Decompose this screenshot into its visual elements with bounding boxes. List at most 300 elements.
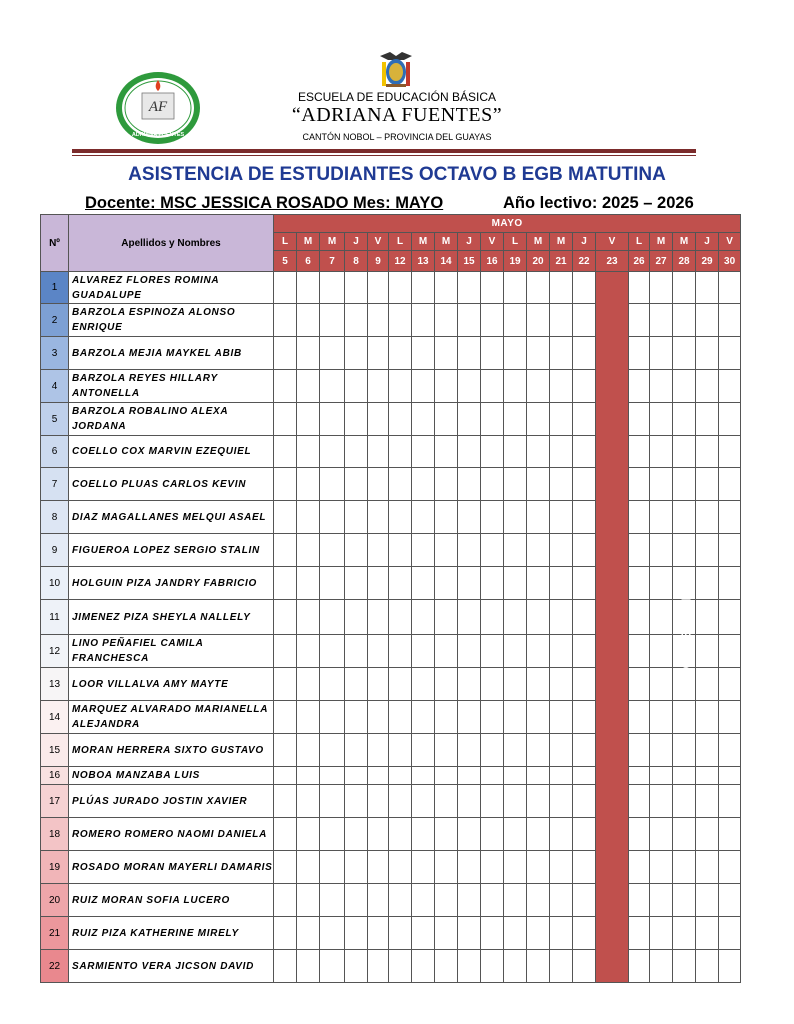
attendance-cell[interactable] xyxy=(550,436,573,468)
attendance-cell[interactable] xyxy=(458,370,481,403)
attendance-cell[interactable] xyxy=(573,272,596,304)
attendance-cell[interactable] xyxy=(435,917,458,950)
attendance-cell[interactable] xyxy=(481,851,504,884)
attendance-cell[interactable] xyxy=(719,851,741,884)
attendance-cell[interactable] xyxy=(696,668,719,701)
attendance-cell[interactable] xyxy=(481,501,504,534)
attendance-cell[interactable] xyxy=(550,600,573,635)
attendance-cell[interactable] xyxy=(719,468,741,501)
attendance-cell[interactable] xyxy=(629,917,650,950)
attendance-cell[interactable] xyxy=(297,272,320,304)
attendance-cell[interactable] xyxy=(629,950,650,983)
attendance-cell[interactable] xyxy=(345,767,368,785)
attendance-cell[interactable] xyxy=(550,534,573,567)
attendance-cell[interactable] xyxy=(719,767,741,785)
attendance-cell[interactable] xyxy=(412,818,435,851)
attendance-cell[interactable] xyxy=(274,501,297,534)
attendance-cell[interactable] xyxy=(458,468,481,501)
attendance-cell[interactable] xyxy=(696,701,719,734)
attendance-cell[interactable] xyxy=(297,534,320,567)
attendance-cell[interactable] xyxy=(550,818,573,851)
attendance-cell[interactable] xyxy=(527,403,550,436)
attendance-cell[interactable] xyxy=(345,534,368,567)
attendance-cell[interactable] xyxy=(719,734,741,767)
attendance-cell[interactable] xyxy=(527,851,550,884)
attendance-cell[interactable] xyxy=(719,436,741,468)
attendance-cell[interactable] xyxy=(573,337,596,370)
attendance-cell[interactable] xyxy=(696,785,719,818)
attendance-cell[interactable] xyxy=(481,337,504,370)
attendance-cell[interactable] xyxy=(504,600,527,635)
attendance-cell[interactable] xyxy=(481,468,504,501)
attendance-cell[interactable] xyxy=(274,818,297,851)
attendance-cell[interactable] xyxy=(345,403,368,436)
attendance-cell[interactable] xyxy=(368,272,389,304)
attendance-cell[interactable] xyxy=(435,818,458,851)
attendance-cell[interactable] xyxy=(320,501,345,534)
attendance-cell[interactable] xyxy=(345,272,368,304)
attendance-cell[interactable] xyxy=(368,304,389,337)
attendance-cell[interactable] xyxy=(389,370,412,403)
attendance-cell[interactable] xyxy=(696,734,719,767)
attendance-cell[interactable] xyxy=(527,436,550,468)
attendance-cell[interactable] xyxy=(435,785,458,818)
attendance-cell[interactable] xyxy=(481,917,504,950)
attendance-cell[interactable] xyxy=(650,468,673,501)
attendance-cell[interactable] xyxy=(650,567,673,600)
attendance-cell[interactable] xyxy=(629,304,650,337)
attendance-cell[interactable] xyxy=(320,851,345,884)
attendance-cell[interactable] xyxy=(389,600,412,635)
attendance-cell[interactable] xyxy=(573,767,596,785)
attendance-cell[interactable] xyxy=(527,668,550,701)
attendance-cell[interactable] xyxy=(345,818,368,851)
attendance-cell[interactable] xyxy=(481,600,504,635)
attendance-cell[interactable] xyxy=(719,884,741,917)
attendance-cell[interactable] xyxy=(719,635,741,668)
attendance-cell[interactable] xyxy=(345,701,368,734)
attendance-cell[interactable] xyxy=(274,403,297,436)
attendance-cell[interactable] xyxy=(527,501,550,534)
attendance-cell[interactable] xyxy=(297,851,320,884)
attendance-cell[interactable] xyxy=(274,767,297,785)
attendance-cell[interactable] xyxy=(550,785,573,818)
attendance-cell[interactable] xyxy=(274,436,297,468)
attendance-cell[interactable] xyxy=(297,403,320,436)
attendance-cell[interactable] xyxy=(527,337,550,370)
attendance-cell[interactable] xyxy=(435,304,458,337)
attendance-cell[interactable] xyxy=(550,851,573,884)
attendance-cell[interactable] xyxy=(650,950,673,983)
attendance-cell[interactable] xyxy=(629,668,650,701)
attendance-cell[interactable] xyxy=(274,851,297,884)
attendance-cell[interactable] xyxy=(297,734,320,767)
attendance-cell[interactable] xyxy=(320,734,345,767)
attendance-cell[interactable] xyxy=(527,635,550,668)
attendance-cell[interactable] xyxy=(412,767,435,785)
attendance-cell[interactable] xyxy=(274,635,297,668)
attendance-cell[interactable] xyxy=(550,337,573,370)
attendance-cell[interactable] xyxy=(368,436,389,468)
attendance-cell[interactable] xyxy=(345,600,368,635)
attendance-cell[interactable] xyxy=(389,501,412,534)
attendance-cell[interactable] xyxy=(719,785,741,818)
attendance-cell[interactable] xyxy=(504,534,527,567)
attendance-cell[interactable] xyxy=(458,767,481,785)
attendance-cell[interactable] xyxy=(345,668,368,701)
attendance-cell[interactable] xyxy=(573,600,596,635)
attendance-cell[interactable] xyxy=(650,668,673,701)
attendance-cell[interactable] xyxy=(435,884,458,917)
attendance-cell[interactable] xyxy=(297,884,320,917)
attendance-cell[interactable] xyxy=(629,701,650,734)
attendance-cell[interactable] xyxy=(389,884,412,917)
attendance-cell[interactable] xyxy=(320,917,345,950)
attendance-cell[interactable] xyxy=(573,635,596,668)
attendance-cell[interactable] xyxy=(297,950,320,983)
attendance-cell[interactable] xyxy=(481,785,504,818)
attendance-cell[interactable] xyxy=(719,403,741,436)
attendance-cell[interactable] xyxy=(550,701,573,734)
attendance-cell[interactable] xyxy=(368,917,389,950)
attendance-cell[interactable] xyxy=(696,304,719,337)
attendance-cell[interactable] xyxy=(412,272,435,304)
attendance-cell[interactable] xyxy=(650,635,673,668)
attendance-cell[interactable] xyxy=(673,501,696,534)
attendance-cell[interactable] xyxy=(458,785,481,818)
attendance-cell[interactable] xyxy=(504,567,527,600)
attendance-cell[interactable] xyxy=(389,785,412,818)
attendance-cell[interactable] xyxy=(345,337,368,370)
attendance-cell[interactable] xyxy=(345,436,368,468)
attendance-cell[interactable] xyxy=(320,403,345,436)
attendance-cell[interactable] xyxy=(368,370,389,403)
attendance-cell[interactable] xyxy=(412,635,435,668)
attendance-cell[interactable] xyxy=(650,501,673,534)
attendance-cell[interactable] xyxy=(297,304,320,337)
attendance-cell[interactable] xyxy=(629,818,650,851)
attendance-cell[interactable] xyxy=(504,851,527,884)
attendance-cell[interactable] xyxy=(629,785,650,818)
attendance-cell[interactable] xyxy=(297,436,320,468)
attendance-cell[interactable] xyxy=(297,370,320,403)
attendance-cell[interactable] xyxy=(368,785,389,818)
attendance-cell[interactable] xyxy=(320,884,345,917)
attendance-cell[interactable] xyxy=(435,950,458,983)
attendance-cell[interactable] xyxy=(389,734,412,767)
attendance-cell[interactable] xyxy=(389,767,412,785)
attendance-cell[interactable] xyxy=(696,370,719,403)
attendance-cell[interactable] xyxy=(320,272,345,304)
attendance-cell[interactable] xyxy=(719,337,741,370)
attendance-cell[interactable] xyxy=(345,635,368,668)
attendance-cell[interactable] xyxy=(573,567,596,600)
attendance-cell[interactable] xyxy=(504,917,527,950)
attendance-cell[interactable] xyxy=(458,818,481,851)
attendance-cell[interactable] xyxy=(629,884,650,917)
attendance-cell[interactable] xyxy=(389,635,412,668)
attendance-cell[interactable] xyxy=(320,534,345,567)
attendance-cell[interactable] xyxy=(274,304,297,337)
attendance-cell[interactable] xyxy=(629,635,650,668)
attendance-cell[interactable] xyxy=(458,534,481,567)
attendance-cell[interactable] xyxy=(274,567,297,600)
attendance-cell[interactable] xyxy=(481,304,504,337)
attendance-cell[interactable] xyxy=(696,534,719,567)
attendance-cell[interactable] xyxy=(696,635,719,668)
attendance-cell[interactable] xyxy=(573,436,596,468)
attendance-cell[interactable] xyxy=(527,734,550,767)
attendance-cell[interactable] xyxy=(719,950,741,983)
attendance-cell[interactable] xyxy=(719,370,741,403)
attendance-cell[interactable] xyxy=(527,567,550,600)
attendance-cell[interactable] xyxy=(629,370,650,403)
attendance-cell[interactable] xyxy=(435,734,458,767)
attendance-cell[interactable] xyxy=(673,767,696,785)
attendance-cell[interactable] xyxy=(368,337,389,370)
attendance-cell[interactable] xyxy=(389,567,412,600)
attendance-cell[interactable] xyxy=(673,370,696,403)
attendance-cell[interactable] xyxy=(481,534,504,567)
attendance-cell[interactable] xyxy=(435,272,458,304)
attendance-cell[interactable] xyxy=(527,600,550,635)
attendance-cell[interactable] xyxy=(719,501,741,534)
attendance-cell[interactable] xyxy=(504,635,527,668)
attendance-cell[interactable] xyxy=(573,668,596,701)
attendance-cell[interactable] xyxy=(345,501,368,534)
attendance-cell[interactable] xyxy=(719,668,741,701)
attendance-cell[interactable] xyxy=(696,767,719,785)
attendance-cell[interactable] xyxy=(368,501,389,534)
attendance-cell[interactable] xyxy=(345,950,368,983)
attendance-cell[interactable] xyxy=(550,950,573,983)
attendance-cell[interactable] xyxy=(389,403,412,436)
attendance-cell[interactable] xyxy=(481,767,504,785)
attendance-cell[interactable] xyxy=(673,884,696,917)
attendance-cell[interactable] xyxy=(550,304,573,337)
attendance-cell[interactable] xyxy=(368,950,389,983)
attendance-cell[interactable] xyxy=(458,917,481,950)
attendance-cell[interactable] xyxy=(320,818,345,851)
attendance-cell[interactable] xyxy=(389,272,412,304)
attendance-cell[interactable] xyxy=(274,950,297,983)
attendance-cell[interactable] xyxy=(458,600,481,635)
attendance-cell[interactable] xyxy=(458,337,481,370)
attendance-cell[interactable] xyxy=(412,436,435,468)
attendance-cell[interactable] xyxy=(274,701,297,734)
attendance-cell[interactable] xyxy=(389,337,412,370)
attendance-cell[interactable] xyxy=(650,370,673,403)
attendance-cell[interactable] xyxy=(719,701,741,734)
attendance-cell[interactable] xyxy=(435,468,458,501)
attendance-cell[interactable] xyxy=(673,818,696,851)
attendance-cell[interactable] xyxy=(650,403,673,436)
attendance-cell[interactable] xyxy=(550,272,573,304)
attendance-cell[interactable] xyxy=(573,950,596,983)
attendance-cell[interactable] xyxy=(629,403,650,436)
attendance-cell[interactable] xyxy=(550,468,573,501)
attendance-cell[interactable] xyxy=(504,884,527,917)
attendance-cell[interactable] xyxy=(629,567,650,600)
attendance-cell[interactable] xyxy=(368,851,389,884)
attendance-cell[interactable] xyxy=(527,950,550,983)
attendance-cell[interactable] xyxy=(696,501,719,534)
attendance-cell[interactable] xyxy=(481,635,504,668)
attendance-cell[interactable] xyxy=(458,567,481,600)
attendance-cell[interactable] xyxy=(412,501,435,534)
attendance-cell[interactable] xyxy=(481,818,504,851)
attendance-cell[interactable] xyxy=(673,304,696,337)
attendance-cell[interactable] xyxy=(458,635,481,668)
attendance-cell[interactable] xyxy=(696,272,719,304)
attendance-cell[interactable] xyxy=(297,818,320,851)
attendance-cell[interactable] xyxy=(527,917,550,950)
attendance-cell[interactable] xyxy=(368,701,389,734)
attendance-cell[interactable] xyxy=(696,818,719,851)
attendance-cell[interactable] xyxy=(481,701,504,734)
attendance-cell[interactable] xyxy=(435,851,458,884)
attendance-cell[interactable] xyxy=(527,884,550,917)
attendance-cell[interactable] xyxy=(504,668,527,701)
attendance-cell[interactable] xyxy=(504,468,527,501)
attendance-cell[interactable] xyxy=(673,436,696,468)
attendance-cell[interactable] xyxy=(696,468,719,501)
attendance-cell[interactable] xyxy=(481,370,504,403)
attendance-cell[interactable] xyxy=(573,468,596,501)
attendance-cell[interactable] xyxy=(389,950,412,983)
attendance-cell[interactable] xyxy=(696,337,719,370)
attendance-cell[interactable] xyxy=(320,701,345,734)
attendance-cell[interactable] xyxy=(527,818,550,851)
attendance-cell[interactable] xyxy=(650,337,673,370)
attendance-cell[interactable] xyxy=(527,785,550,818)
attendance-cell[interactable] xyxy=(696,403,719,436)
attendance-cell[interactable] xyxy=(274,668,297,701)
attendance-cell[interactable] xyxy=(389,304,412,337)
attendance-cell[interactable] xyxy=(412,851,435,884)
attendance-cell[interactable] xyxy=(481,950,504,983)
attendance-cell[interactable] xyxy=(345,304,368,337)
attendance-cell[interactable] xyxy=(673,734,696,767)
attendance-cell[interactable] xyxy=(573,501,596,534)
attendance-cell[interactable] xyxy=(435,337,458,370)
attendance-cell[interactable] xyxy=(274,884,297,917)
attendance-cell[interactable] xyxy=(629,272,650,304)
attendance-cell[interactable] xyxy=(297,337,320,370)
attendance-cell[interactable] xyxy=(504,403,527,436)
attendance-cell[interactable] xyxy=(458,851,481,884)
attendance-cell[interactable] xyxy=(345,567,368,600)
attendance-cell[interactable] xyxy=(573,734,596,767)
attendance-cell[interactable] xyxy=(368,600,389,635)
attendance-cell[interactable] xyxy=(629,734,650,767)
attendance-cell[interactable] xyxy=(673,403,696,436)
attendance-cell[interactable] xyxy=(320,668,345,701)
attendance-cell[interactable] xyxy=(412,884,435,917)
attendance-cell[interactable] xyxy=(345,917,368,950)
attendance-cell[interactable] xyxy=(573,818,596,851)
attendance-cell[interactable] xyxy=(345,734,368,767)
attendance-cell[interactable] xyxy=(629,600,650,635)
attendance-cell[interactable] xyxy=(274,337,297,370)
attendance-cell[interactable] xyxy=(458,304,481,337)
attendance-cell[interactable] xyxy=(368,767,389,785)
attendance-cell[interactable] xyxy=(504,501,527,534)
attendance-cell[interactable] xyxy=(719,600,741,635)
attendance-cell[interactable] xyxy=(274,534,297,567)
attendance-cell[interactable] xyxy=(527,534,550,567)
attendance-cell[interactable] xyxy=(696,600,719,635)
attendance-cell[interactable] xyxy=(274,917,297,950)
attendance-cell[interactable] xyxy=(719,567,741,600)
attendance-cell[interactable] xyxy=(320,785,345,818)
attendance-cell[interactable] xyxy=(650,767,673,785)
attendance-cell[interactable] xyxy=(650,917,673,950)
attendance-cell[interactable] xyxy=(550,734,573,767)
attendance-cell[interactable] xyxy=(368,818,389,851)
attendance-cell[interactable] xyxy=(696,436,719,468)
attendance-cell[interactable] xyxy=(527,370,550,403)
attendance-cell[interactable] xyxy=(435,436,458,468)
attendance-cell[interactable] xyxy=(719,818,741,851)
attendance-cell[interactable] xyxy=(320,370,345,403)
attendance-cell[interactable] xyxy=(629,851,650,884)
attendance-cell[interactable] xyxy=(297,701,320,734)
attendance-cell[interactable] xyxy=(297,501,320,534)
attendance-cell[interactable] xyxy=(297,767,320,785)
attendance-cell[interactable] xyxy=(550,767,573,785)
attendance-cell[interactable] xyxy=(320,337,345,370)
attendance-cell[interactable] xyxy=(504,337,527,370)
attendance-cell[interactable] xyxy=(458,403,481,436)
attendance-cell[interactable] xyxy=(696,567,719,600)
attendance-cell[interactable] xyxy=(458,272,481,304)
attendance-cell[interactable] xyxy=(435,501,458,534)
attendance-cell[interactable] xyxy=(274,272,297,304)
attendance-cell[interactable] xyxy=(458,884,481,917)
attendance-cell[interactable] xyxy=(297,468,320,501)
attendance-cell[interactable] xyxy=(696,851,719,884)
attendance-cell[interactable] xyxy=(412,600,435,635)
attendance-cell[interactable] xyxy=(673,917,696,950)
attendance-cell[interactable] xyxy=(297,668,320,701)
attendance-cell[interactable] xyxy=(368,403,389,436)
attendance-cell[interactable] xyxy=(504,370,527,403)
attendance-cell[interactable] xyxy=(345,468,368,501)
attendance-cell[interactable] xyxy=(412,534,435,567)
attendance-cell[interactable] xyxy=(345,785,368,818)
attendance-cell[interactable] xyxy=(573,785,596,818)
attendance-cell[interactable] xyxy=(550,668,573,701)
attendance-cell[interactable] xyxy=(573,304,596,337)
attendance-cell[interactable] xyxy=(629,468,650,501)
attendance-cell[interactable] xyxy=(550,884,573,917)
attendance-cell[interactable] xyxy=(368,468,389,501)
attendance-cell[interactable] xyxy=(504,436,527,468)
attendance-cell[interactable] xyxy=(412,668,435,701)
attendance-cell[interactable] xyxy=(481,436,504,468)
attendance-cell[interactable] xyxy=(650,436,673,468)
attendance-cell[interactable] xyxy=(389,701,412,734)
attendance-cell[interactable] xyxy=(435,534,458,567)
attendance-cell[interactable] xyxy=(345,884,368,917)
attendance-cell[interactable] xyxy=(435,767,458,785)
attendance-cell[interactable] xyxy=(696,950,719,983)
attendance-cell[interactable] xyxy=(650,701,673,734)
attendance-cell[interactable] xyxy=(673,272,696,304)
attendance-cell[interactable] xyxy=(629,501,650,534)
attendance-cell[interactable] xyxy=(504,950,527,983)
